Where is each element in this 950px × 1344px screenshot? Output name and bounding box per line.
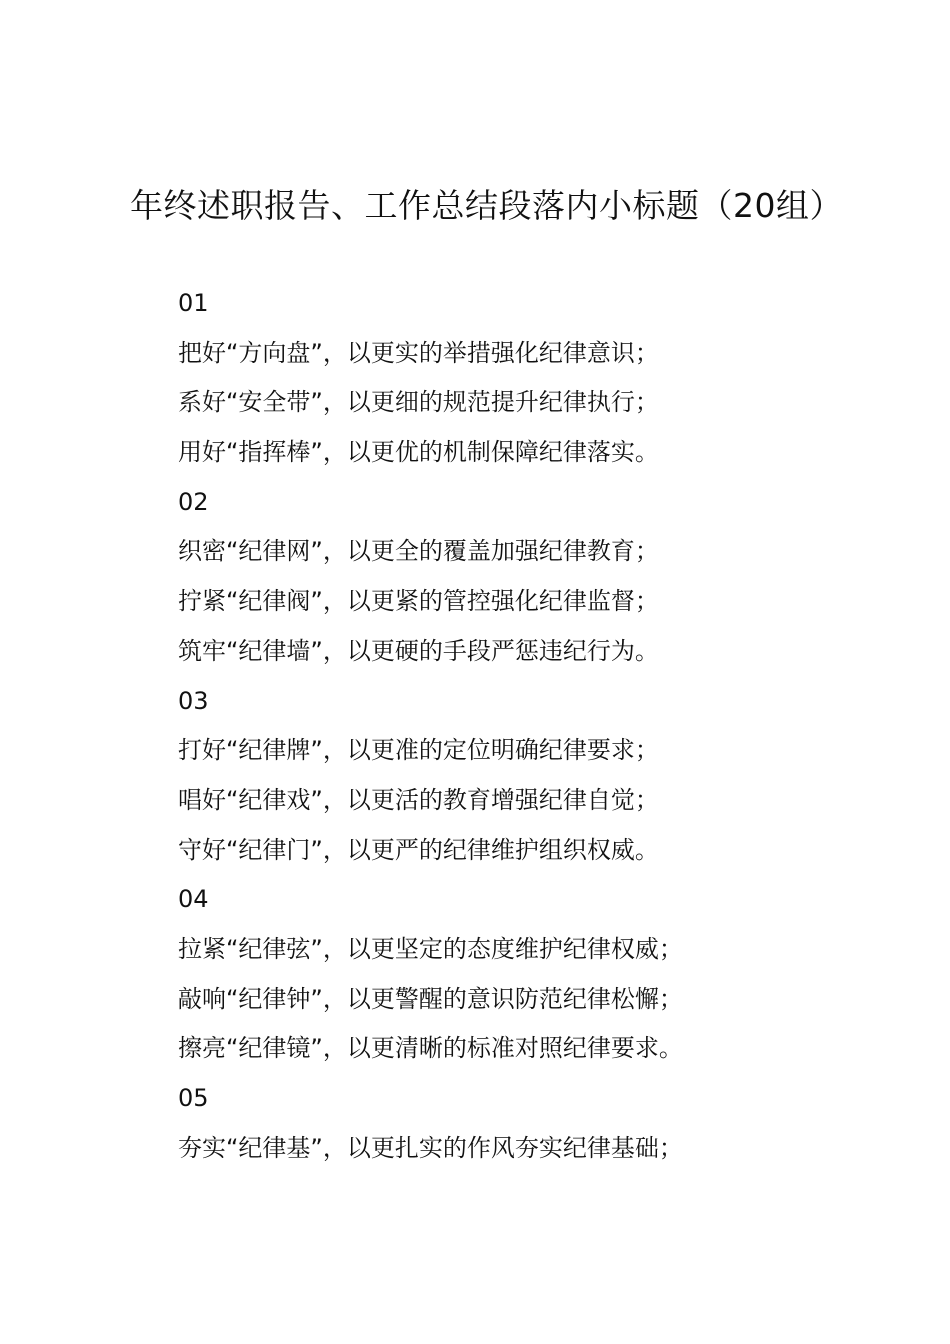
group-number: 04 <box>178 885 209 914</box>
group-02 <box>178 478 858 677</box>
subtitle-line: 用好“指挥棒”，以更优的机制保障纪律落实。 <box>178 438 659 467</box>
group-number: 02 <box>178 487 209 516</box>
group-03 <box>178 677 858 876</box>
subtitle-line: 筑牢“纪律墙”，以更硬的手段严惩违纪行为。 <box>178 636 659 665</box>
subtitle-line: 敲响“纪律钟”，以更警醒的意识防范纪律松懈； <box>178 984 683 1013</box>
subtitle-line: 拧紧“纪律阀”，以更紧的管控强化纪律监督； <box>178 587 659 616</box>
group-04 <box>178 875 858 1074</box>
subtitle-line: 织密“纪律网”，以更全的覆盖加强纪律教育； <box>178 537 659 566</box>
group-number: 03 <box>178 686 209 715</box>
subtitle-line: 夯实“纪律基”，以更扎实的作风夯实纪律基础； <box>178 1133 683 1162</box>
group-05 <box>178 1074 858 1173</box>
group-01 <box>178 279 858 478</box>
subtitle-line: 擦亮“纪律镜”，以更清晰的标准对照纪律要求。 <box>178 1034 683 1063</box>
group-number: 01 <box>178 289 209 317</box>
subtitle-line: 打好“纪律牌”，以更准的定位明确纪律要求； <box>178 736 659 765</box>
subtitle-line: 唱好“纪律戏”，以更活的教育增强纪律自觉； <box>178 785 659 814</box>
subtitle-line: 系好“安全带”，以更细的规范提升纪律执行； <box>178 388 659 417</box>
document-body <box>178 279 858 1173</box>
subtitle-line: 拉紧“纪律弦”，以更坚定的态度维护纪律权威； <box>178 934 683 963</box>
group-number: 05 <box>178 1084 209 1112</box>
subtitle-line: 把好“方向盘”，以更实的举措强化纪律意识； <box>178 338 659 367</box>
subtitle-line: 守好“纪律门”，以更严的纪律维护组织权威。 <box>178 835 659 864</box>
document-title: 年终述职报告、工作总结段落内小标题（20组） <box>130 186 843 225</box>
